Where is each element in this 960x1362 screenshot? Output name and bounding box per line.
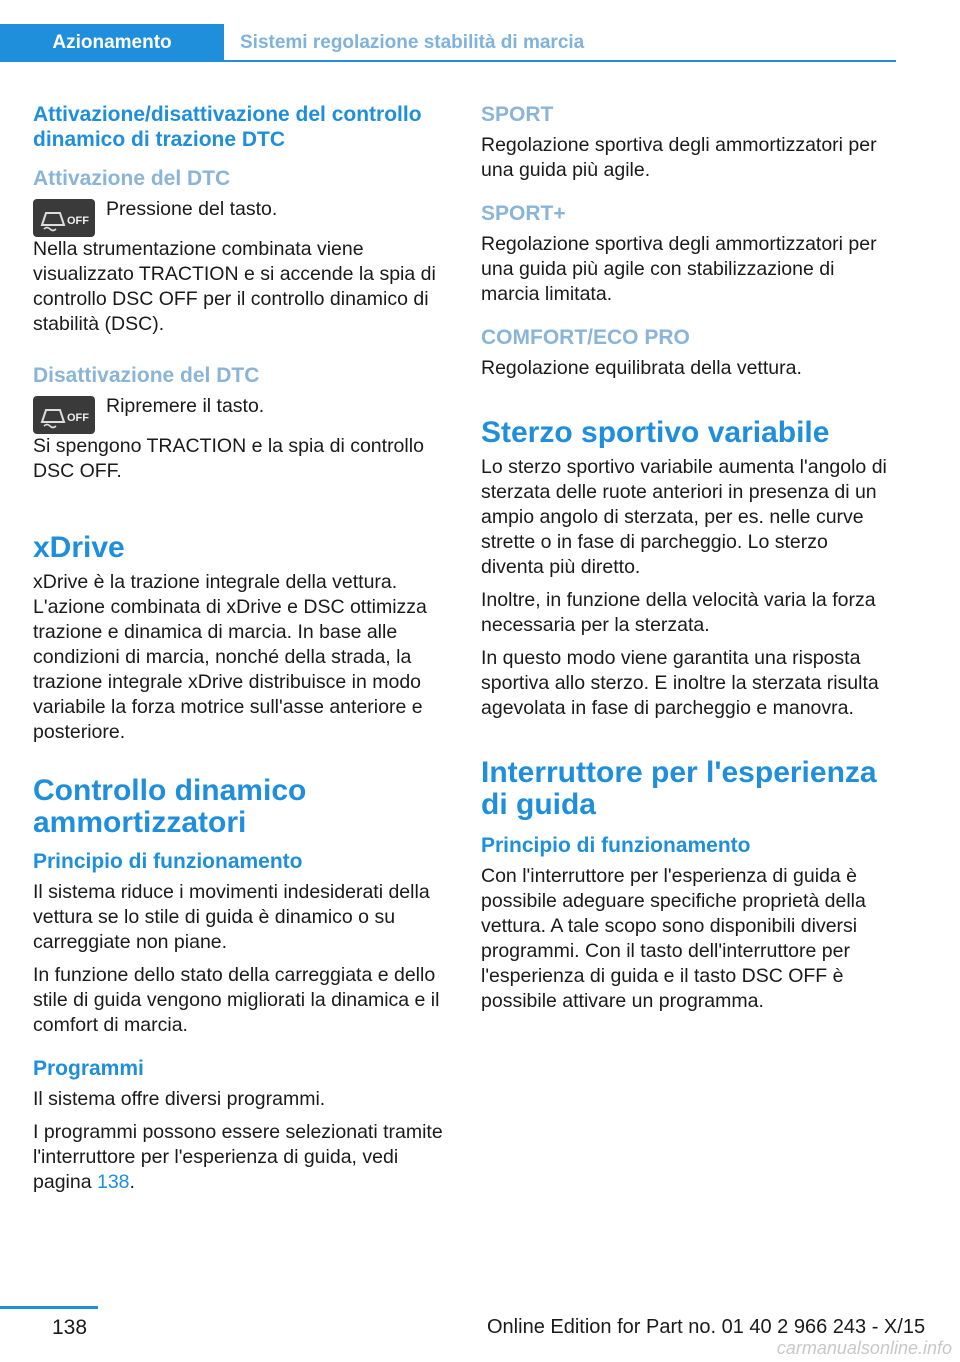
programs-heading: Programmi xyxy=(33,1057,144,1080)
header-rule xyxy=(224,60,896,62)
xdrive-heading: xDrive xyxy=(33,531,125,564)
dtc-on-step: Pressione del tasto. xyxy=(106,198,278,220)
dtc-off-description: Si spengono TRACTION e la spia di controllo DSC OFF. xyxy=(33,435,424,482)
dtc-off-step: Ripremere il tasto. xyxy=(106,395,265,417)
dtc-on-block xyxy=(33,197,447,237)
steering-paragraph-3: In questo modo viene garantita una risposta sportiva allo sterzo. E inoltre la sterzata risulta agevolata in fase di parcheggio e manovra. xyxy=(481,647,879,719)
edition-info: Online Edition for Part no. 01 40 2 966 243 - X/15 xyxy=(487,1316,926,1338)
footer-rule xyxy=(0,1306,98,1309)
page-header xyxy=(0,0,960,64)
chapter-tab[interactable]: Azionamento xyxy=(0,24,224,62)
programs-text: I programmi possono essere selezionati tramite l'interruttore per l'esperienza di guida, vedi pagina xyxy=(33,1121,443,1193)
steering-heading: Sterzo sportivo variabile xyxy=(481,416,830,449)
icon-off-label: OFF xyxy=(67,215,89,227)
switch-principle-heading: Principio di funzionamento xyxy=(481,834,751,857)
dtc-off-block xyxy=(33,394,447,434)
switch-heading: Interruttore per l'esperienza di guida xyxy=(481,756,877,821)
programs-paragraph-2 xyxy=(33,1120,447,1195)
right-column xyxy=(481,102,895,1022)
steering-paragraph-1: Lo sterzo sportivo variabile aumenta l'angolo di sterzata delle ruote anteriori in presenza di un ampio angolo di sterzata, per es. nelle curve strette o in fase di parcheggio. Lo sterzo diventa più diretto. xyxy=(481,456,887,578)
xdrive-paragraph: xDrive è la trazione integrale della vettura. L'azione combinata di xDrive e DSC ottimizza trazione e dinamica di marcia. In base alle condizioni di marcia, nonché della strada, la trazione integrale xDrive distribuisce in modo variabile la forza motrice sull'asse anteriore e posteriore. xyxy=(33,571,427,743)
dsc-off-button-icon xyxy=(33,199,95,237)
dsc-off-button-icon xyxy=(33,396,95,434)
dtc-on-description: Nella strumentazione combinata viene visualizzato TRACTION e si accende la spia di controllo DSC OFF per il controllo dinamico di stabilità (DSC). xyxy=(33,238,436,335)
sport-heading: SPORT xyxy=(481,103,554,126)
programs-paragraph-1: Il sistema offre diversi programmi. xyxy=(33,1088,326,1110)
principle-heading: Principio di funzionamento xyxy=(33,850,303,873)
damper-heading: Controllo dinamico ammortizzatori xyxy=(33,774,307,839)
principle-paragraph-1: Il sistema riduce i movimenti indesiderati della vettura se lo stile di guida è dinamico o su carreggiate non piane. xyxy=(33,881,430,953)
comfort-heading: COMFORT/ECO PRO xyxy=(481,326,690,349)
steering-paragraph-2: Inoltre, in funzione della velocità varia la forza necessaria per la sterzata. xyxy=(481,589,876,636)
icon-off-label: OFF xyxy=(67,412,89,424)
sport-paragraph: Regolazione sportiva degli ammortizzatori per una guida più agile. xyxy=(481,134,877,181)
switch-paragraph: Con l'interruttore per l'esperienza di guida è possibile adeguare specifiche proprietà della vettura. A tale scopo sono disponibili diversi programmi. Con il tasto dell'interruttore per l'esperienza di guida e il tasto DSC OFF è possibile attivare un programma. xyxy=(481,865,866,1012)
page-number: 138 xyxy=(52,1316,88,1339)
programs-end: . xyxy=(129,1171,135,1193)
watermark: carmanualsonline.info xyxy=(776,1338,952,1358)
comfort-paragraph: Regolazione equilibrata della vettura. xyxy=(481,357,802,379)
sportplus-heading: SPORT+ xyxy=(481,202,566,225)
left-column xyxy=(33,102,447,1203)
dtc-off-heading: Disattivazione del DTC xyxy=(33,364,260,387)
principle-paragraph-2: In funzione dello stato della carreggiata e dello stile di guida vengono migliorati la dinamica e il comfort di marcia. xyxy=(33,964,440,1036)
sportplus-paragraph: Regolazione sportiva degli ammortizzatori per una guida più agile con stabilizzazione di marcia limitata. xyxy=(481,233,877,305)
section-tab[interactable]: Sistemi regolazione stabilità di marcia xyxy=(240,32,585,53)
page-link[interactable]: 138 xyxy=(96,1171,130,1193)
dtc-on-heading: Attivazione del DTC xyxy=(33,167,231,190)
dtc-heading: Attivazione/disattivazione del controllo dinamico di trazione DTC xyxy=(33,103,422,151)
